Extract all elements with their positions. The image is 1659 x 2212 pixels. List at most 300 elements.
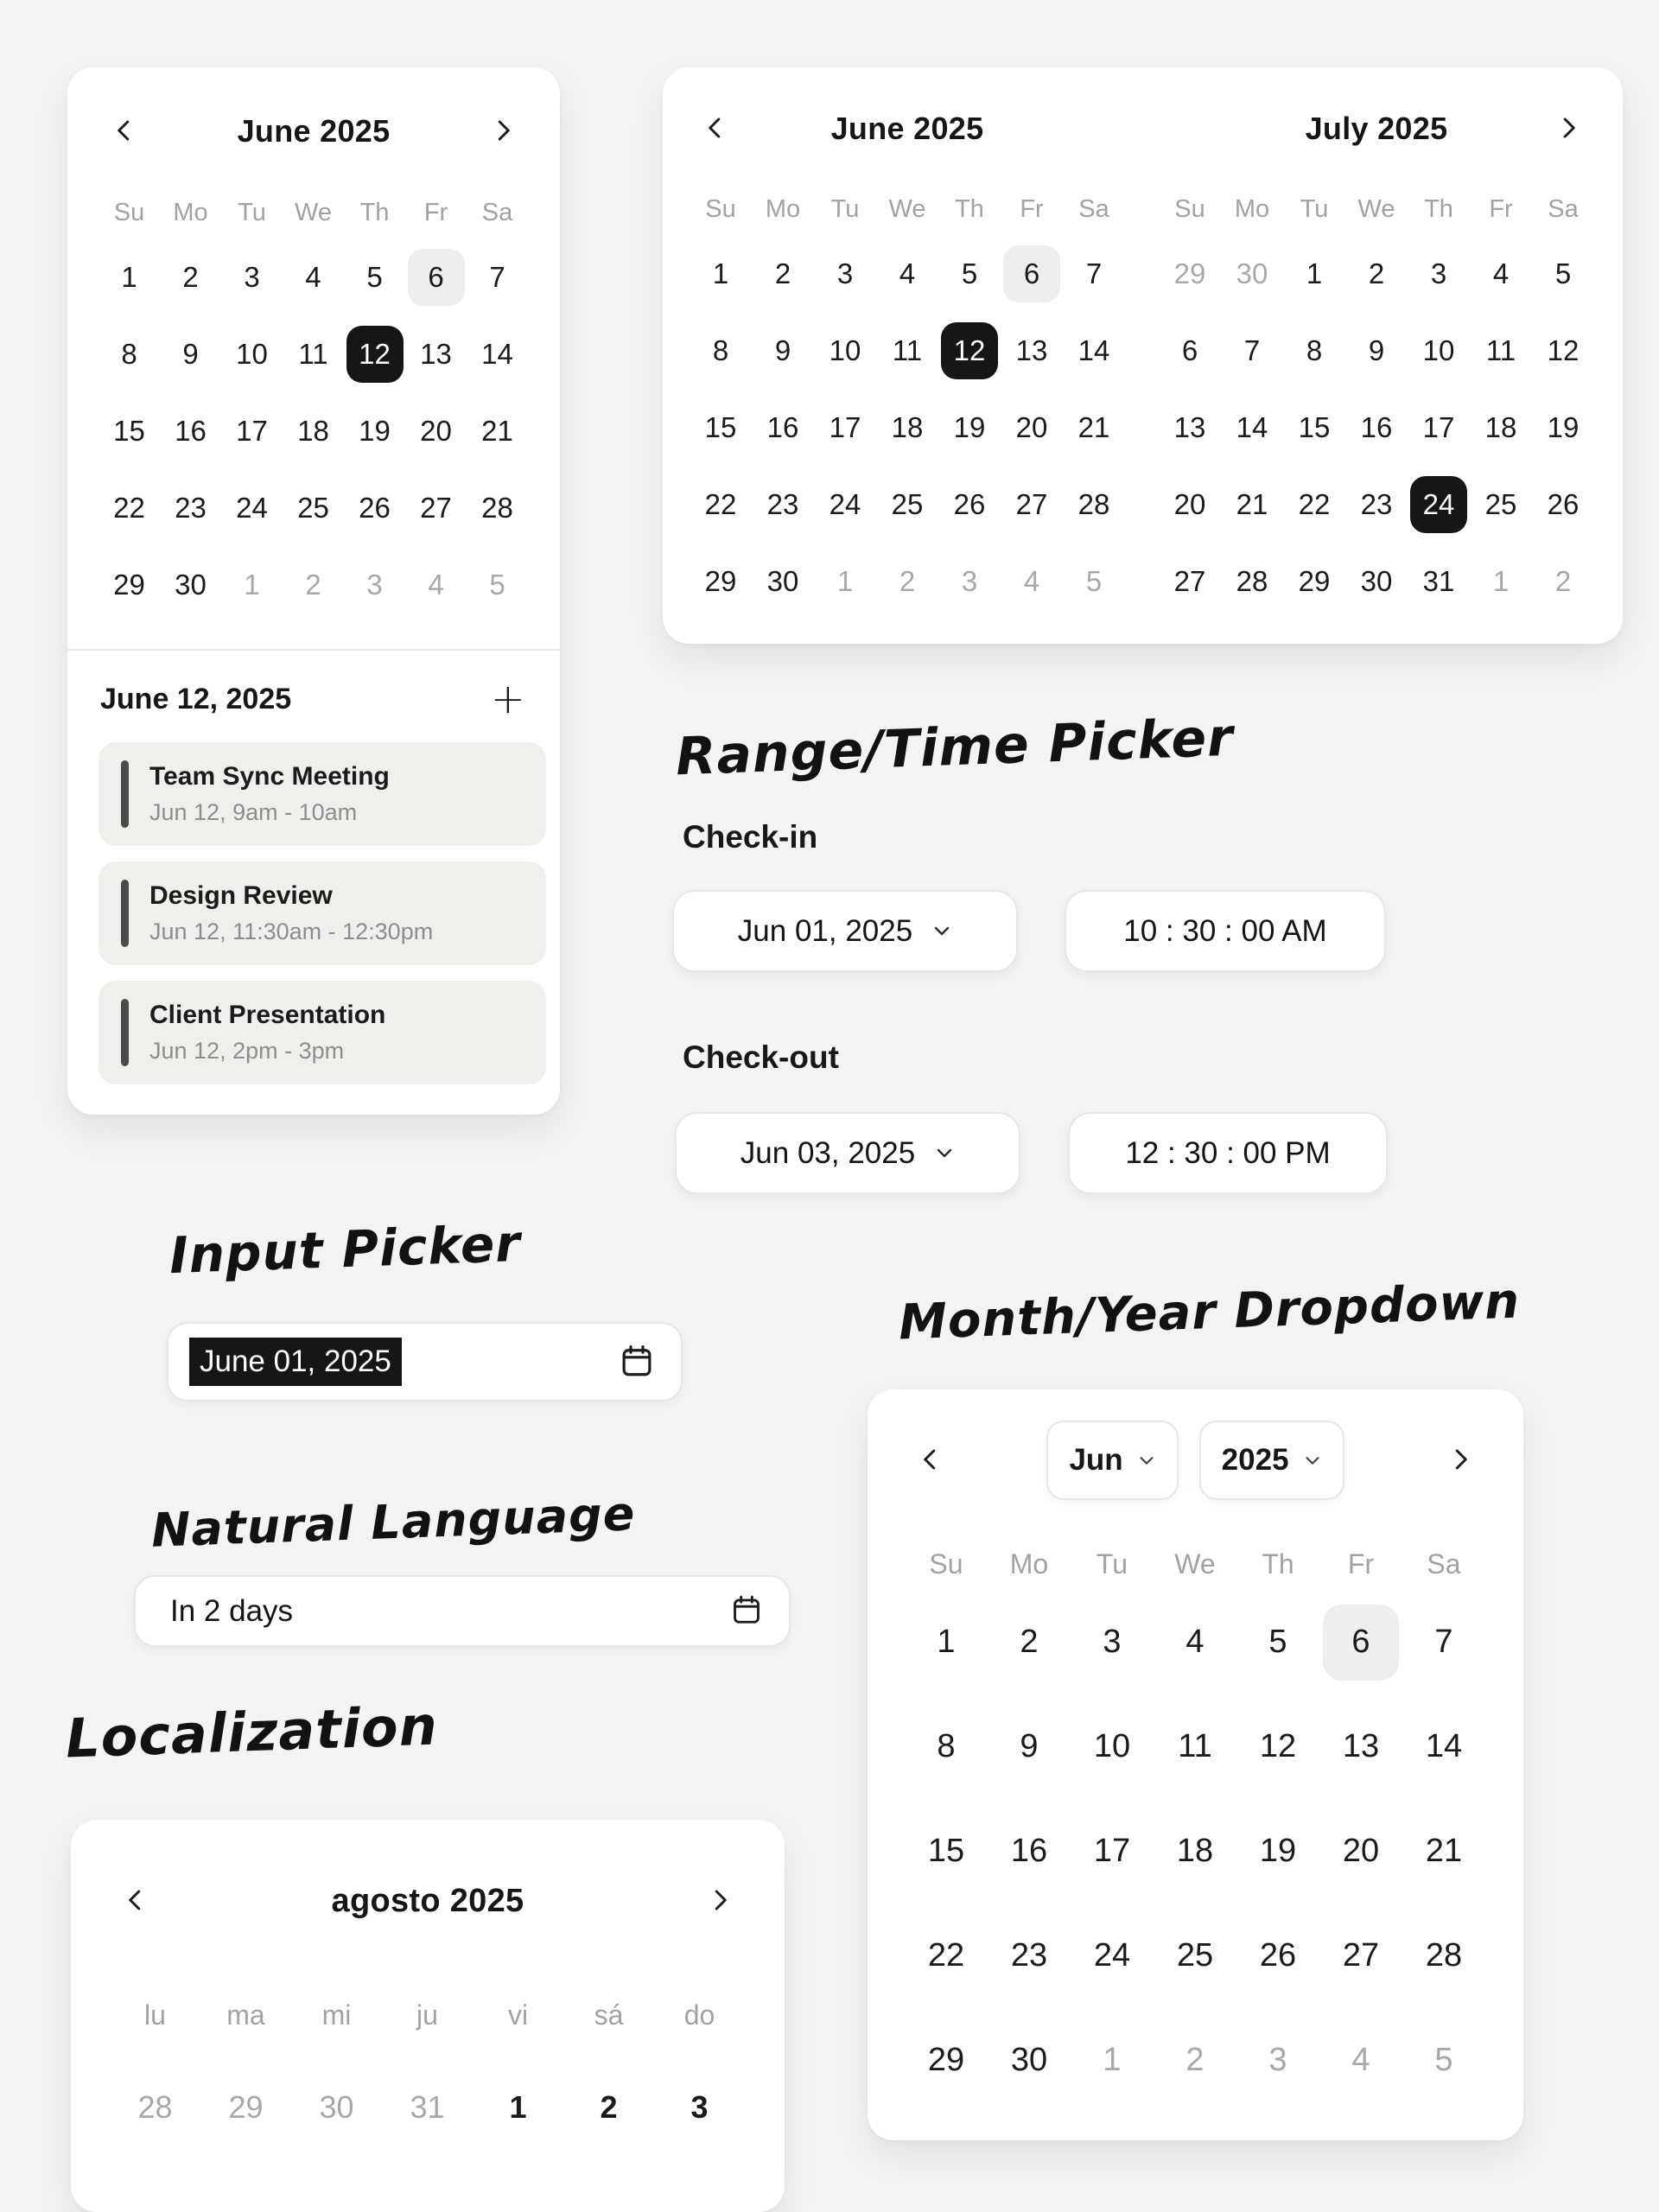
day-number: 30	[1360, 564, 1393, 597]
day-number: 24	[236, 491, 268, 524]
year-select[interactable]	[1199, 1421, 1344, 1500]
day-cell[interactable]	[101, 480, 158, 537]
day-number: 11	[298, 337, 328, 370]
day-cell[interactable]	[1348, 245, 1405, 302]
day-cell[interactable]	[908, 1918, 984, 1994]
day-cell[interactable]	[1157, 2023, 1233, 2099]
day-cell[interactable]	[1161, 399, 1218, 456]
day-number: 13	[1173, 410, 1206, 443]
day-cell[interactable]	[991, 1709, 1067, 1785]
day-cell[interactable]	[1286, 399, 1343, 456]
day-cell[interactable]	[754, 553, 811, 610]
day-cell[interactable]	[212, 2073, 281, 2142]
chevron-down-icon	[1137, 1443, 1156, 1478]
day-cell[interactable]	[1157, 1709, 1233, 1785]
day-cell[interactable]	[101, 556, 158, 613]
day-cell[interactable]	[346, 249, 404, 306]
day-cell[interactable]	[817, 476, 874, 533]
day-cell[interactable]	[1065, 553, 1122, 610]
day-cell[interactable]	[1003, 553, 1060, 610]
day-cell[interactable]	[224, 556, 281, 613]
natural-language-heading: Natural Language	[150, 1486, 637, 1558]
next-month-button[interactable]	[1434, 1434, 1486, 1486]
day-number: 31	[1422, 564, 1455, 597]
day-number: 1	[509, 2089, 527, 2125]
day-number: 26	[359, 491, 391, 524]
day-cell[interactable]	[1074, 1918, 1150, 1994]
day-cell[interactable]	[1323, 2023, 1399, 2099]
day-number: 11	[892, 334, 923, 366]
day-number: 8	[712, 334, 729, 366]
day-cell[interactable]	[1224, 322, 1281, 379]
day-cell[interactable]	[879, 322, 936, 379]
day-cell[interactable]	[162, 480, 219, 537]
day-cell[interactable]	[1161, 553, 1218, 610]
day-number: 2	[182, 260, 199, 293]
day-cell[interactable]	[1161, 476, 1218, 533]
day-number: 18	[297, 414, 329, 447]
day-cell[interactable]	[908, 1814, 984, 1890]
add-event-button[interactable]: +	[490, 675, 525, 723]
day-number: 28	[1425, 1937, 1463, 1974]
day-cell[interactable]	[469, 403, 526, 460]
prev-month-button[interactable]	[905, 1434, 957, 1486]
prev-month-button[interactable]	[110, 1875, 162, 1927]
day-number: 14	[1425, 1728, 1463, 1764]
day-cell[interactable]	[1240, 2023, 1316, 2099]
day-cell[interactable]	[1348, 553, 1405, 610]
day-cell[interactable]	[879, 245, 936, 302]
day-number: 25	[1176, 1937, 1214, 1974]
day-number: 19	[1547, 410, 1580, 443]
day-cell[interactable]	[908, 2023, 984, 2099]
weekday-label: Th	[359, 198, 390, 226]
day-cell[interactable]	[1065, 322, 1122, 379]
day-number: 5	[1085, 564, 1103, 597]
day-cell[interactable]	[665, 2073, 734, 2142]
day-number: 4	[305, 260, 321, 293]
day-number: 19	[359, 414, 391, 447]
weekday-label: We	[1357, 194, 1395, 223]
month-panel-july	[1159, 102, 1594, 644]
weekday-label: sá	[594, 1999, 624, 2031]
day-cell[interactable]	[1348, 399, 1405, 456]
day-number: 27	[1342, 1937, 1380, 1974]
day-cell[interactable]	[692, 399, 749, 456]
weekday-label: Su	[705, 194, 736, 223]
day-cell[interactable]	[817, 245, 874, 302]
day-cell[interactable]	[941, 476, 998, 533]
day-cell[interactable]	[575, 2073, 644, 2142]
day-cell[interactable]	[1161, 245, 1218, 302]
month-select[interactable]	[1046, 1421, 1178, 1500]
day-cell[interactable]	[1410, 245, 1467, 302]
calendar-title: June 2025	[830, 111, 984, 146]
day-cell[interactable]	[1410, 322, 1467, 379]
next-month-button[interactable]	[477, 105, 529, 157]
day-cell[interactable]	[991, 1605, 1067, 1681]
input-picker-heading: Input Picker	[168, 1213, 522, 1286]
day-cell[interactable]	[1406, 1814, 1482, 1890]
day-cell[interactable]	[1286, 553, 1343, 610]
chevron-left-icon	[702, 115, 728, 143]
day-number: 4	[1492, 257, 1510, 289]
check-out-date-select[interactable]	[675, 1112, 1020, 1194]
day-cell[interactable]	[692, 476, 749, 533]
day-cell[interactable]	[1003, 476, 1060, 533]
day-cell[interactable]	[101, 249, 158, 306]
day-cell[interactable]	[692, 322, 749, 379]
calendar-icon	[730, 1593, 763, 1629]
check-out-time-input[interactable]	[1068, 1112, 1388, 1194]
day-cell[interactable]	[1157, 1918, 1233, 1994]
day-cell[interactable]	[1406, 2023, 1482, 2099]
day-number: 21	[1077, 410, 1110, 443]
day-number: 30	[1236, 257, 1268, 289]
day-number: 5	[1554, 257, 1572, 289]
day-cell[interactable]	[1157, 1605, 1233, 1681]
day-cell[interactable]	[285, 403, 342, 460]
day-number: 2	[1020, 1624, 1039, 1660]
day-cell[interactable]	[1323, 1918, 1399, 1994]
day-cell[interactable]	[224, 403, 281, 460]
weekday-row	[99, 187, 528, 238]
day-number: 6	[1181, 334, 1198, 366]
day-number: 2	[1185, 2042, 1205, 2078]
month-panel-june	[690, 102, 1125, 644]
day-number: 7	[1085, 257, 1103, 289]
check-out-date-value: Jun 03, 2025	[740, 1135, 916, 1170]
day-number: 5	[489, 568, 505, 601]
day-number: 2	[600, 2089, 618, 2125]
calendar-title: agosto 2025	[331, 1882, 524, 1919]
day-number: 15	[1298, 410, 1331, 443]
day-cell[interactable]	[1472, 553, 1529, 610]
day-cell[interactable]	[908, 1709, 984, 1785]
day-cell[interactable]	[346, 480, 404, 537]
chevron-right-icon	[707, 1887, 733, 1916]
day-grid	[905, 1590, 1486, 2113]
day-cell[interactable]	[393, 2073, 462, 2142]
day-cell[interactable]	[817, 322, 874, 379]
day-cell[interactable]	[1535, 322, 1592, 379]
day-cell[interactable]	[469, 480, 526, 537]
event-time: Jun 12, 2pm - 3pm	[149, 1038, 345, 1064]
next-month-button[interactable]	[694, 1875, 746, 1927]
day-cell[interactable]	[1472, 245, 1529, 302]
day-cell[interactable]	[1065, 476, 1122, 533]
day-cell[interactable]	[1240, 1918, 1316, 1994]
day-cell[interactable]	[1323, 1709, 1399, 1785]
day-cell[interactable]	[1224, 476, 1281, 533]
day-cell[interactable]	[1472, 476, 1529, 533]
day-cell[interactable]	[162, 556, 219, 613]
day-number: 16	[1010, 1833, 1048, 1869]
day-cell[interactable]	[1472, 322, 1529, 379]
day-number: 15	[113, 414, 145, 447]
day-cell[interactable]	[941, 553, 998, 610]
day-cell[interactable]	[879, 476, 936, 533]
day-number: 4	[1351, 2042, 1370, 2078]
open-calendar-button[interactable]	[619, 1343, 655, 1382]
day-cell[interactable]	[1286, 322, 1343, 379]
event-item[interactable]	[99, 861, 546, 965]
day-number: 16	[766, 410, 799, 443]
day-cell[interactable]	[1286, 476, 1343, 533]
day-number: 18	[1484, 410, 1517, 443]
next-month-button[interactable]	[1542, 103, 1594, 155]
day-number: 22	[704, 487, 737, 520]
day-cell[interactable]	[1224, 553, 1281, 610]
day-number: 23	[175, 491, 207, 524]
day-cell[interactable]	[1065, 245, 1122, 302]
weekday-label: Tu	[830, 194, 860, 223]
day-cell[interactable]	[162, 326, 219, 383]
day-cell[interactable]	[346, 556, 404, 613]
day-cell[interactable]	[908, 1605, 984, 1681]
divider	[67, 649, 560, 651]
day-cell[interactable]	[1535, 476, 1592, 533]
day-cell[interactable]	[1410, 553, 1467, 610]
day-cell[interactable]	[1535, 245, 1592, 302]
localization-heading: Localization	[64, 1694, 439, 1770]
day-number: 12	[1547, 334, 1580, 366]
day-cell[interactable]	[941, 322, 998, 379]
day-cell[interactable]	[469, 249, 526, 306]
day-cell[interactable]	[991, 1814, 1067, 1890]
day-cell[interactable]	[408, 326, 465, 383]
header-spacer	[1159, 103, 1211, 155]
check-in-time-input[interactable]	[1065, 890, 1386, 972]
day-number: 10	[829, 334, 861, 366]
day-number: 3	[1430, 257, 1447, 289]
day-number: 1	[1306, 257, 1323, 289]
day-cell[interactable]	[1323, 1814, 1399, 1890]
day-cell[interactable]	[224, 249, 281, 306]
day-cell[interactable]	[408, 403, 465, 460]
day-number: 12	[346, 326, 404, 383]
day-number: 24	[829, 487, 861, 520]
day-cell[interactable]	[101, 326, 158, 383]
day-cell[interactable]	[1286, 245, 1343, 302]
weekday-label: Fr	[423, 198, 448, 226]
day-cell[interactable]	[346, 326, 404, 383]
day-cell[interactable]	[1224, 399, 1281, 456]
day-number: 6	[1323, 1605, 1399, 1681]
weekday-row	[905, 1538, 1486, 1590]
day-cell[interactable]	[224, 326, 281, 383]
day-number: 29	[927, 2042, 965, 2078]
event-list	[99, 742, 546, 1084]
day-cell[interactable]	[469, 556, 526, 613]
date-text-input[interactable]	[167, 1322, 683, 1402]
day-number: 25	[297, 491, 329, 524]
day-cell[interactable]	[101, 403, 158, 460]
day-number: 1	[836, 564, 854, 597]
day-cell[interactable]	[991, 2023, 1067, 2099]
weekday-label: Su	[113, 198, 145, 226]
day-cell[interactable]	[1535, 553, 1592, 610]
day-number: 30	[766, 564, 799, 597]
chevron-right-icon	[1555, 115, 1581, 143]
day-cell[interactable]	[1240, 1709, 1316, 1785]
day-cell[interactable]	[346, 403, 404, 460]
day-cell[interactable]	[285, 480, 342, 537]
day-cell[interactable]	[1348, 476, 1405, 533]
weekday-label: Sa	[481, 198, 513, 226]
event-color-bar	[121, 999, 129, 1066]
day-cell[interactable]	[121, 2073, 190, 2142]
day-cell[interactable]	[1240, 1814, 1316, 1890]
day-number: 21	[1425, 1833, 1463, 1869]
event-item[interactable]	[99, 981, 546, 1084]
weekday-label: ju	[416, 1999, 438, 2031]
month-select-value: Jun	[1069, 1443, 1123, 1477]
day-cell[interactable]	[408, 480, 465, 537]
event-color-bar	[121, 880, 129, 947]
day-cell[interactable]	[692, 245, 749, 302]
day-number: 21	[1236, 487, 1268, 520]
day-cell[interactable]	[1406, 1709, 1482, 1785]
day-number: 2	[899, 564, 916, 597]
calendar-header	[690, 102, 1125, 156]
day-number: 2	[1554, 564, 1572, 597]
day-cell[interactable]	[285, 556, 342, 613]
day-cell[interactable]	[1410, 476, 1467, 533]
day-cell[interactable]	[941, 245, 998, 302]
day-number: 7	[489, 260, 505, 293]
prev-month-button[interactable]	[99, 105, 150, 157]
calendar-header	[905, 1421, 1486, 1500]
day-cell[interactable]	[408, 556, 465, 613]
prev-month-button[interactable]	[690, 103, 741, 155]
day-number: 22	[927, 1937, 965, 1974]
day-number: 30	[175, 568, 207, 601]
day-number: 12	[1259, 1728, 1297, 1764]
day-cell[interactable]	[1074, 2023, 1150, 2099]
day-number: 1	[1103, 2042, 1122, 2078]
day-cell[interactable]	[1003, 399, 1060, 456]
day-cell[interactable]	[991, 1918, 1067, 1994]
day-number: 30	[1010, 2042, 1048, 2078]
check-in-date-select[interactable]	[672, 890, 1018, 972]
day-number: 1	[1492, 564, 1510, 597]
day-cell[interactable]	[817, 553, 874, 610]
day-cell[interactable]	[1406, 1605, 1482, 1681]
day-cell[interactable]	[162, 249, 219, 306]
open-calendar-button[interactable]	[730, 1593, 763, 1629]
localized-calendar-card	[71, 1820, 785, 2212]
day-number: 5	[1268, 1624, 1287, 1660]
year-select-value: 2025	[1221, 1443, 1289, 1477]
weekday-row	[110, 1989, 746, 2041]
events-header	[100, 675, 525, 723]
day-number: 25	[891, 487, 924, 520]
day-cell[interactable]	[754, 399, 811, 456]
natural-language-input[interactable]	[134, 1575, 791, 1647]
day-cell[interactable]	[1074, 1814, 1150, 1890]
day-number: 9	[774, 334, 791, 366]
day-cell[interactable]	[1074, 1709, 1150, 1785]
day-cell[interactable]	[285, 326, 342, 383]
day-number: 19	[1259, 1833, 1297, 1869]
day-number: 9	[1368, 334, 1385, 366]
month-year-calendar-card	[868, 1389, 1523, 2140]
day-cell[interactable]	[302, 2073, 372, 2142]
day-cell[interactable]	[1240, 1605, 1316, 1681]
day-cell[interactable]	[1157, 1814, 1233, 1890]
day-cell[interactable]	[1161, 322, 1218, 379]
chevron-right-icon	[1447, 1446, 1473, 1475]
day-cell[interactable]	[1410, 399, 1467, 456]
chevron-down-icon	[931, 914, 952, 949]
day-cell[interactable]	[1348, 322, 1405, 379]
day-cell[interactable]	[1074, 1605, 1150, 1681]
day-number: 1	[244, 568, 260, 601]
day-cell[interactable]	[1472, 399, 1529, 456]
day-cell[interactable]	[1003, 322, 1060, 379]
day-number: 7	[1434, 1624, 1453, 1660]
day-number: 28	[481, 491, 513, 524]
day-number: 23	[1360, 487, 1393, 520]
day-cell[interactable]	[1406, 1918, 1482, 1994]
event-title: Client Presentation	[149, 1001, 386, 1029]
day-number: 4	[899, 257, 916, 289]
day-cell[interactable]	[1003, 245, 1060, 302]
weekday-label: mi	[321, 1999, 352, 2031]
event-item[interactable]	[99, 742, 546, 846]
event-text	[149, 999, 385, 1066]
day-number: 13	[1342, 1728, 1380, 1764]
day-cell[interactable]	[162, 403, 219, 460]
day-cell[interactable]	[1224, 245, 1281, 302]
day-cell[interactable]	[692, 553, 749, 610]
day-cell[interactable]	[754, 245, 811, 302]
day-cell[interactable]	[879, 553, 936, 610]
month-year-selects	[1046, 1421, 1344, 1500]
day-cell[interactable]	[1535, 399, 1592, 456]
day-number: 8	[121, 337, 137, 370]
day-cell[interactable]	[484, 2073, 553, 2142]
day-number: 20	[1173, 487, 1206, 520]
weekday-label: lu	[144, 1999, 166, 2031]
day-number: 22	[1298, 487, 1331, 520]
day-number: 24	[1410, 476, 1467, 533]
day-cell[interactable]	[1065, 399, 1122, 456]
day-number: 19	[953, 410, 986, 443]
selected-input-text: June 01, 2025	[189, 1338, 402, 1386]
day-cell[interactable]	[285, 249, 342, 306]
day-cell[interactable]	[1323, 1605, 1399, 1681]
day-number: 17	[1093, 1833, 1131, 1869]
day-number: 26	[1259, 1937, 1297, 1974]
day-number: 20	[420, 414, 452, 447]
day-number: 3	[244, 260, 260, 293]
day-cell[interactable]	[879, 399, 936, 456]
day-cell[interactable]	[408, 249, 465, 306]
day-number: 27	[420, 491, 452, 524]
calendar-header	[110, 1870, 746, 1932]
day-cell[interactable]	[469, 326, 526, 383]
day-cell[interactable]	[817, 399, 874, 456]
day-cell[interactable]	[754, 476, 811, 533]
check-in-time-value: 10 : 30 : 00 AM	[1123, 913, 1327, 948]
day-number: 11	[1178, 1728, 1212, 1764]
weekday-label: Sa	[1427, 1548, 1461, 1580]
day-cell[interactable]	[941, 399, 998, 456]
day-cell[interactable]	[224, 480, 281, 537]
day-cell[interactable]	[754, 322, 811, 379]
